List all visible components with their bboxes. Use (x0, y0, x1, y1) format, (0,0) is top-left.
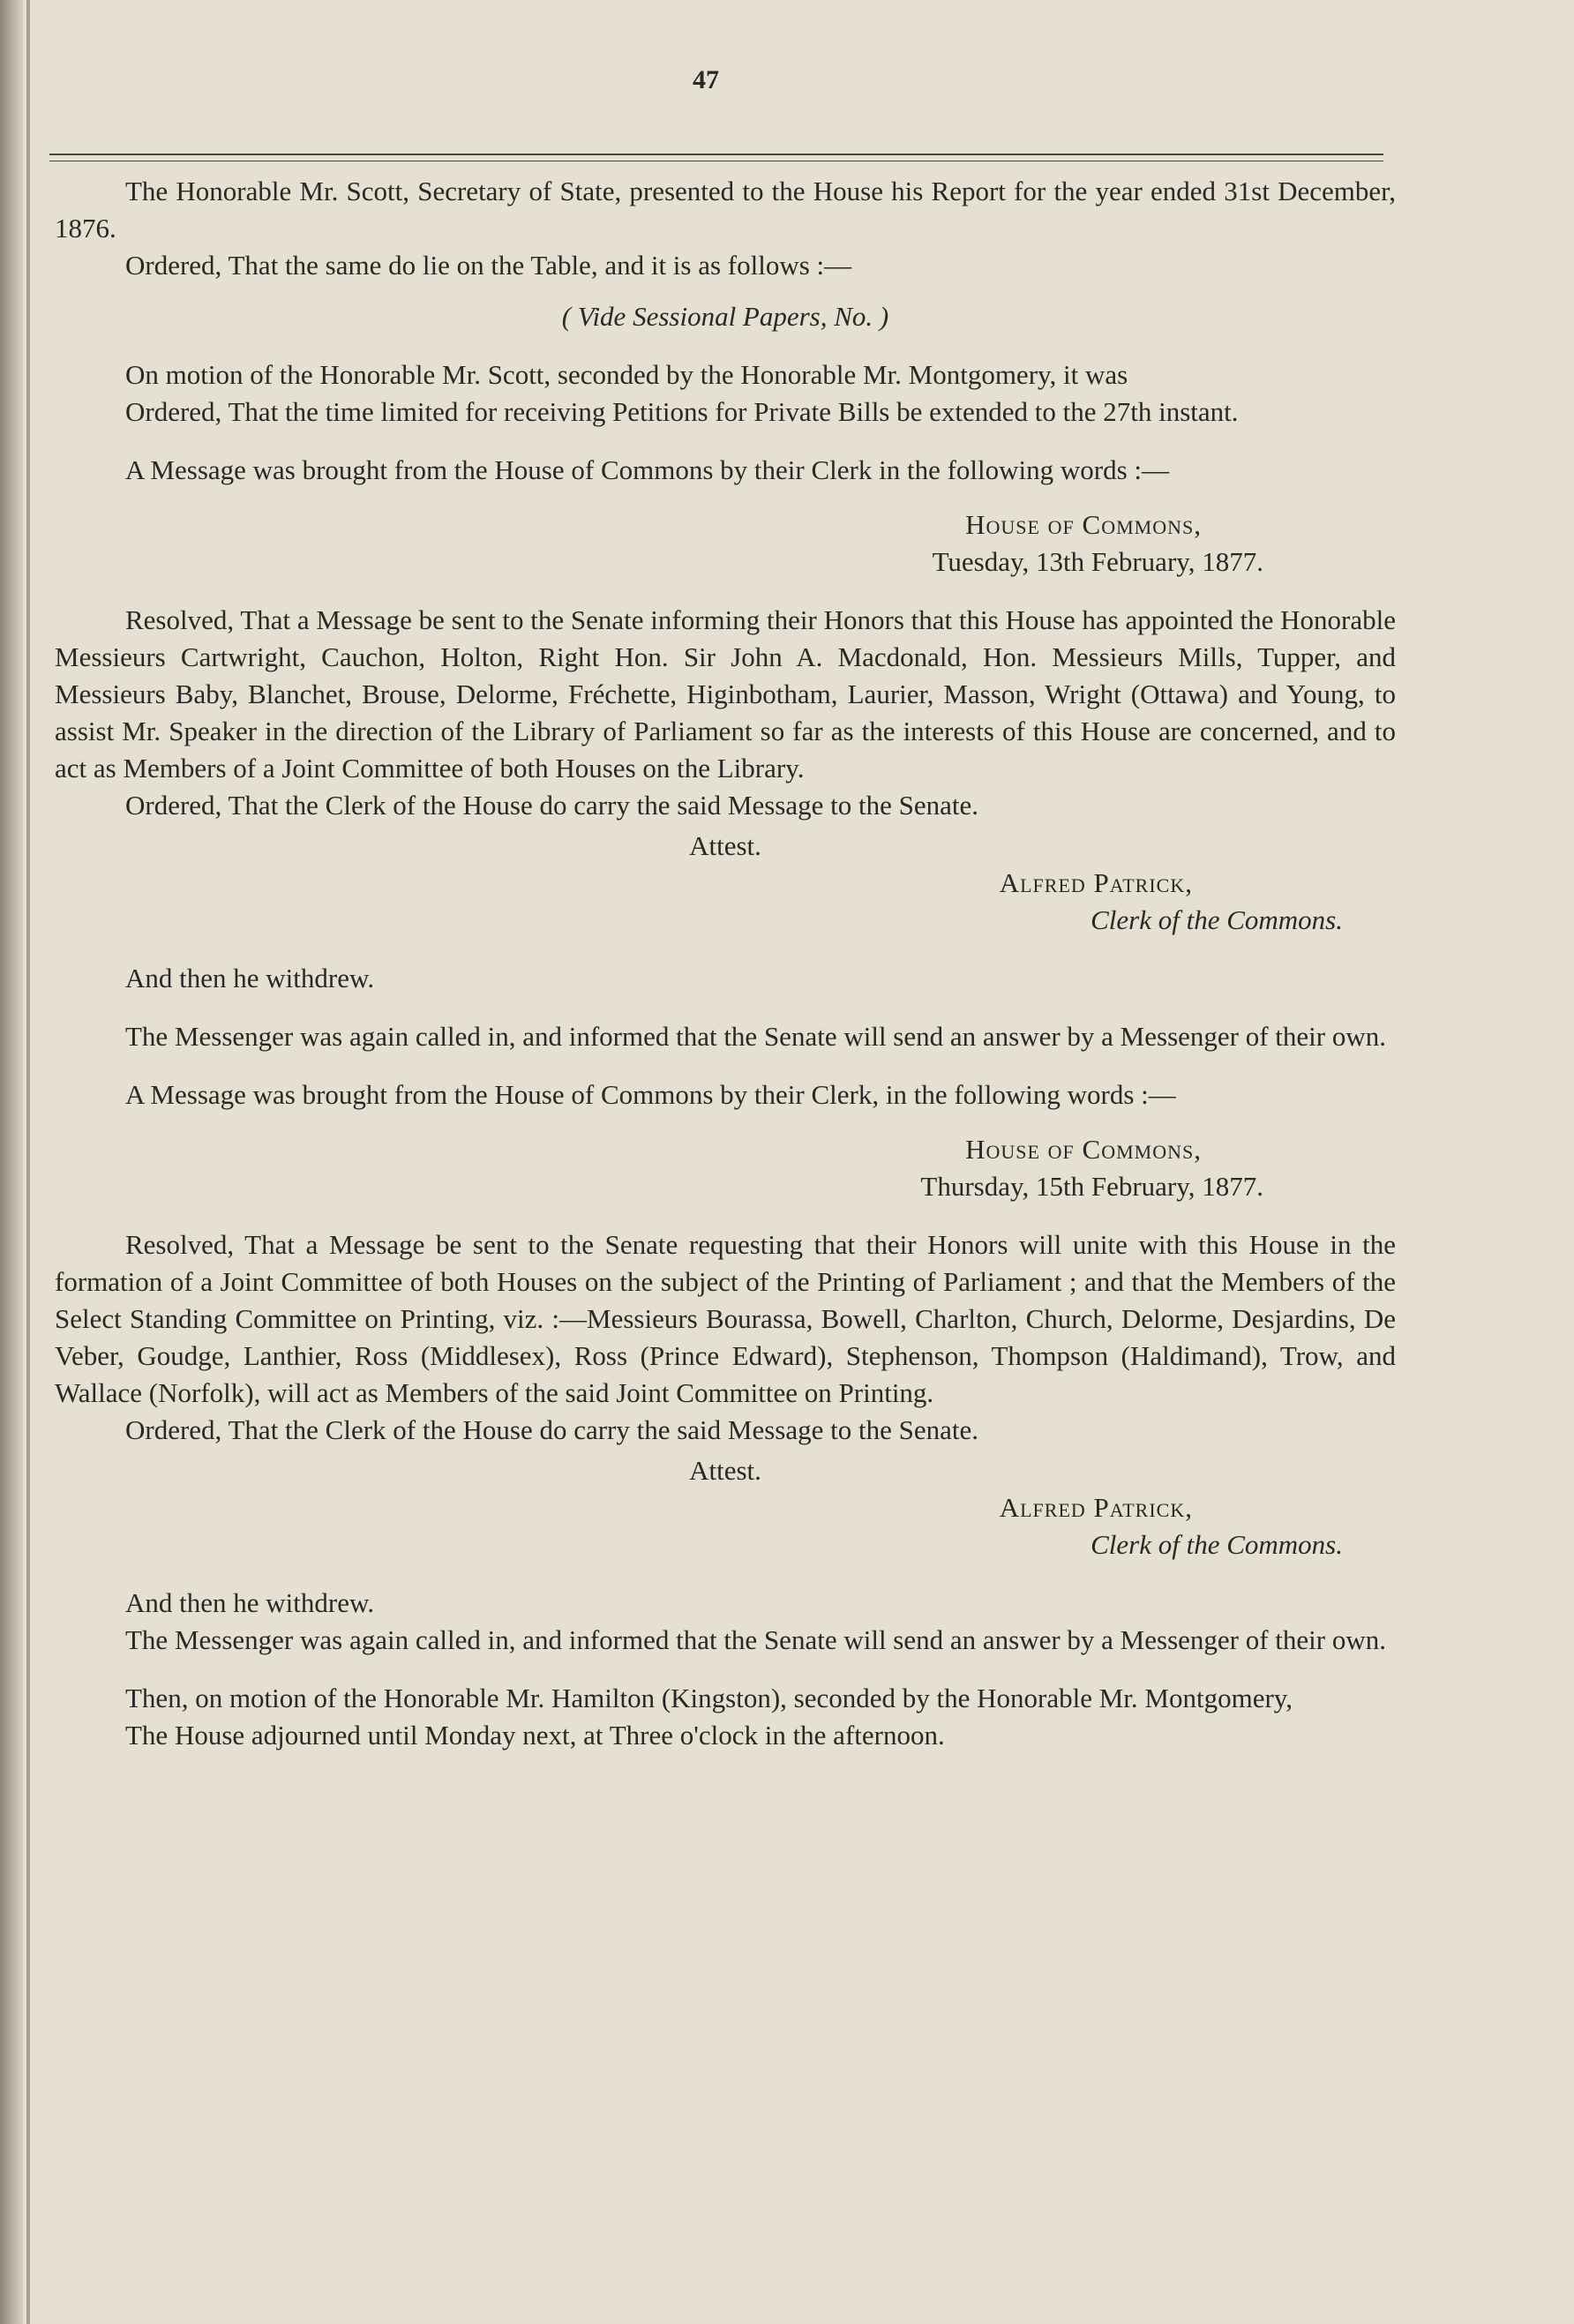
library-message-date: Tuesday, 13th February, 1877. (932, 546, 1263, 577)
header-rule (49, 154, 1383, 155)
petitions-ordered-paragraph: Ordered, That the time limited for receiving Petitions for Private Bills be extended to the 27th instant. (125, 396, 1239, 427)
library-resolved-paragraph: Resolved, That a Message be sent to the Senate informing their Honors that this House has appointed the Honorable Messieurs Cartwright, Cauchon, Holton, Right Hon. Sir John A. Macdonald, Hon. Messieurs Mills, Tupper, and Messieurs Baby, Blanchet, Brouse, Delorme, Fréchette, Higinbotham, Laurier, Masson, Wright (Ottawa) and Young, to assist Mr. Speaker in the direction of the Library of Parliament so far as the interests of this House are concerned, and to act as Members of a Joint Committee of both Houses on the Library. (55, 604, 1396, 783)
library-signature-name: Alfred Patrick, (999, 867, 1193, 898)
printing-message-date: Thursday, 15th February, 1877. (920, 1171, 1263, 1202)
library-message-heading: House of Commons, (965, 509, 1202, 540)
vide-sessional-papers: ( Vide Sessional Papers, No. ) (561, 301, 889, 332)
page-binding-edge (0, 0, 23, 2324)
page-body (55, 173, 1396, 1754)
page-number: 47 (693, 65, 719, 94)
binding-line (26, 0, 30, 2324)
printing-withdrew: And then he withdrew. (125, 1587, 375, 1618)
printing-message-intro: A Message was brought from the House of Commons by their Clerk, in the following words :— (125, 1079, 1176, 1110)
report-presented-paragraph: The Honorable Mr. Scott, Secretary of State, presented to the House his Report for the year ended 31st December, 1876. (55, 176, 1396, 244)
adjournment-paragraph: The House adjourned until Monday next, at Three o'clock in the afternoon. (125, 1720, 945, 1750)
report-ordered-paragraph: Ordered, That the same do lie on the Table, and it is as follows :— (125, 250, 852, 281)
printing-signature-title: Clerk of the Commons. (1091, 1529, 1343, 1560)
library-message-intro: A Message was brought from the House of Commons by their Clerk in the following words :— (125, 454, 1170, 485)
library-ordered-paragraph: Ordered, That the Clerk of the House do carry the said Message to the Senate. (125, 790, 979, 821)
printing-signature-name: Alfred Patrick, (999, 1492, 1193, 1523)
library-signature-title: Clerk of the Commons. (1091, 904, 1343, 935)
library-messenger-called: The Messenger was again called in, and informed that the Senate will send an answer by a Messenger of their own. (125, 1021, 1386, 1052)
motion-petitions-paragraph: On motion of the Honorable Mr. Scott, seconded by the Honorable Mr. Montgomery, it was (125, 359, 1128, 390)
printing-messenger-called: The Messenger was again called in, and informed that the Senate will send an answer by a Messenger of their own. (125, 1624, 1386, 1655)
library-withdrew: And then he withdrew. (125, 963, 375, 993)
printing-attest: Attest. (689, 1455, 761, 1486)
printing-resolved-paragraph: Resolved, That a Message be sent to the Senate requesting that their Honors will unite with this House in the formation of a Joint Committee of both Houses on the subject of the Printing of Parliament ; and that the Members of the Select Standing Committee on Printing, viz. :—Messieurs Bourassa, Bowell, Charlton, Church, Delorme, Desjardins, De Veber, Goudge, Lanthier, Ross (Middlesex), Ross (Prince Edward), Stephenson, Thompson (Haldimand), Trow, and Wallace (Norfolk), will act as Members of the said Joint Committee on Printing. (55, 1229, 1396, 1408)
library-attest: Attest. (689, 830, 761, 861)
adjournment-motion: Then, on motion of the Honorable Mr. Hamilton (Kingston), seconded by the Honorable Mr. Montgomery, (125, 1683, 1293, 1713)
printing-message-heading: House of Commons, (965, 1134, 1202, 1165)
printing-ordered-paragraph: Ordered, That the Clerk of the House do carry the said Message to the Senate. (125, 1414, 979, 1445)
